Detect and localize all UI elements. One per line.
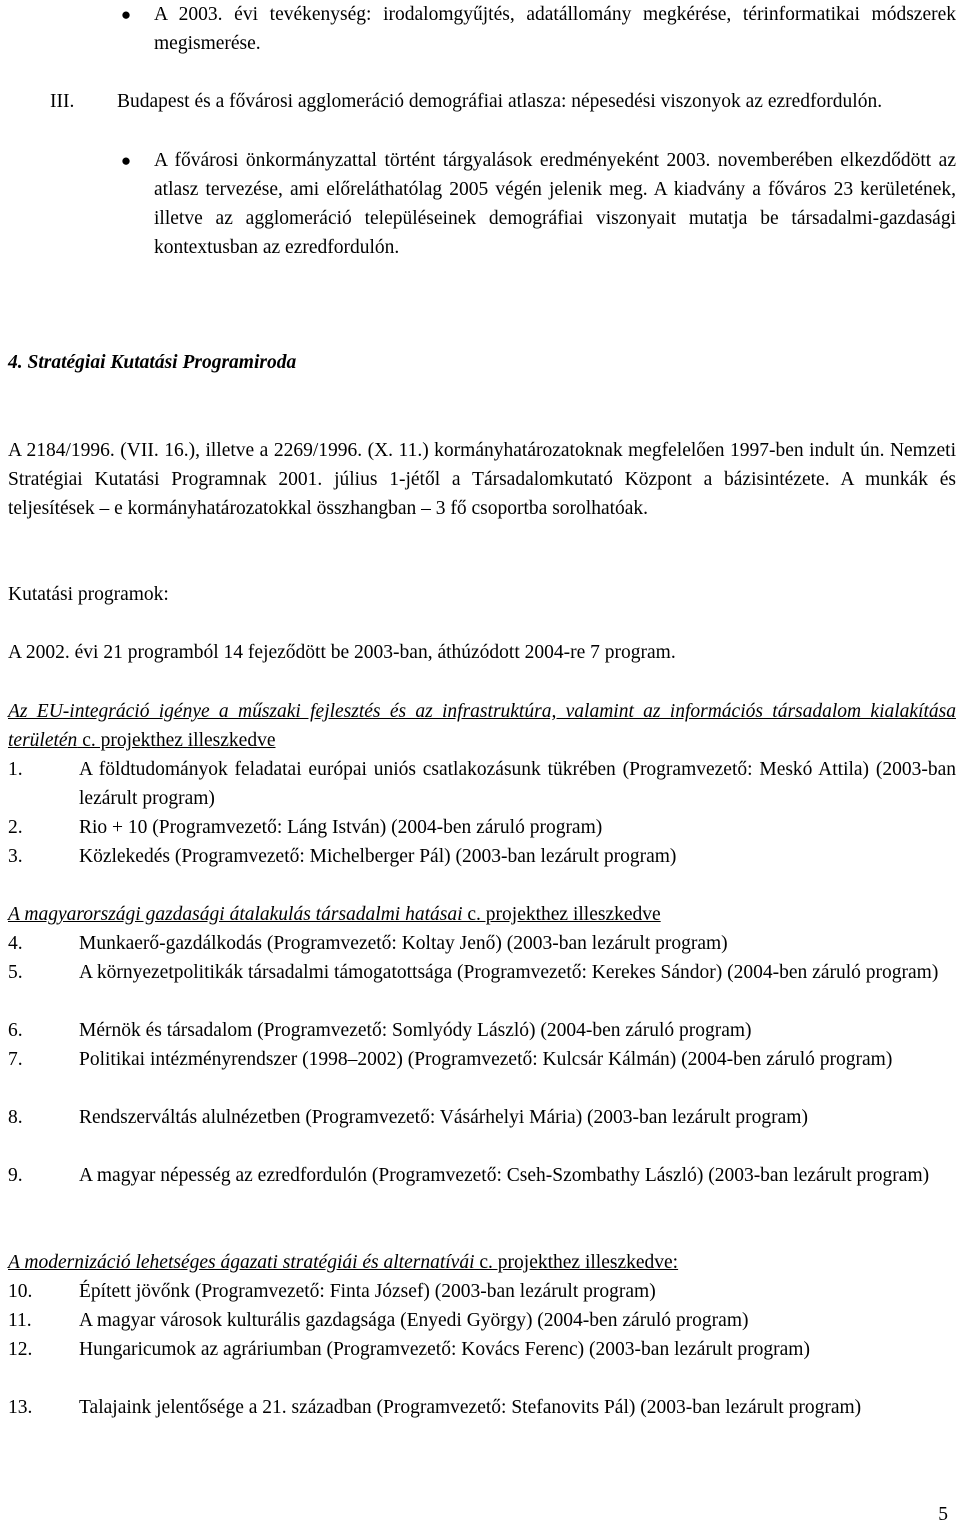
item-text: A környezetpolitikák társadalmi támogatottsága (Programvezető: Kerekes Sándor) (2004-ben záruló program) bbox=[79, 962, 939, 983]
group-title-suffix: c. projekthez illeszkedve: bbox=[474, 1252, 679, 1273]
item-text: Rendszerváltás alulnézetben (Programvezető: Vásárhelyi Mária) (2003-ban lezárult program) bbox=[79, 1107, 808, 1128]
item-text: Mérnök és társadalom (Programvezető: Somlyódy László) (2004-ben záruló program) bbox=[79, 1020, 752, 1041]
group-title bbox=[8, 697, 956, 755]
programs-summary: A 2002. évi 21 programból 14 fejeződött be 2003-ban, áthúzódott 2004-re 7 program. bbox=[8, 642, 676, 663]
item-text: Közlekedés (Programvezető: Michelberger Pál) (2003-ban lezárult program) bbox=[79, 846, 677, 867]
group-title bbox=[8, 900, 956, 929]
item-number: 2. bbox=[8, 817, 23, 838]
item-number: 3. bbox=[8, 846, 23, 867]
item-number: 11. bbox=[8, 1310, 32, 1331]
group-title-italic: A magyarországi gazdasági átalakulás társadalmi hatásai bbox=[8, 904, 463, 925]
group-title bbox=[8, 1248, 956, 1277]
group-title-italic: A modernizáció lehetséges ágazati stratégiái és alternatívái bbox=[8, 1252, 475, 1273]
item-number: 10. bbox=[8, 1281, 33, 1302]
bullet-icon: ● bbox=[120, 5, 132, 24]
item-number: 1. bbox=[8, 759, 23, 780]
page-number: 5 bbox=[938, 1504, 948, 1525]
item-text: Talajaink jelentősége a 21. században (Programvezető: Stefanovits Pál) (2003-ban lezárult program) bbox=[79, 1397, 862, 1418]
section-numeral: III. bbox=[50, 91, 75, 112]
item-text: Rio + 10 (Programvezető: Láng István) (2004-ben záruló program) bbox=[79, 817, 603, 838]
item-text: Politikai intézményrendszer (1998–2002) (Programvezető: Kulcsár Kálmán) (2004-ben záruló program) bbox=[79, 1049, 893, 1070]
item-number: 6. bbox=[8, 1020, 23, 1041]
item-text: A földtudományok feladatai európai uniós csatlakozásunk tükrében (Programvezető: Meskó Attila) (2003-ban lezárult program) bbox=[79, 759, 956, 809]
item-number: 13. bbox=[8, 1397, 33, 1418]
bullet-text: A fővárosi önkormányzattal történt tárgyalások eredményeként 2003. novemberében elkezdődött az atlasz tervezése, ami előreláthatólag 2005 végén jelenik meg. A kiadvány a főváros 23 kerületének, illetve az agglomeráció településeinek demográfiai viszonyait mutatja be társadalmi-gazdasági kontextusban az ezredfordulón. bbox=[154, 150, 956, 258]
item-number: 8. bbox=[8, 1107, 23, 1128]
item-number: 9. bbox=[8, 1165, 23, 1186]
item-text: Munkaerő-gazdálkodás (Programvezető: Koltay Jenő) (2003-ban lezárult program) bbox=[79, 933, 728, 954]
group-title-suffix: c. projekthez illeszkedve bbox=[462, 904, 661, 925]
item-text: Hungaricumok az agráriumban (Programvezető: Kovács Ferenc) (2003-ban lezárult program) bbox=[79, 1339, 810, 1360]
item-number: 4. bbox=[8, 933, 23, 954]
item-text: A magyar népesség az ezredfordulón (Programvezető: Cseh-Szombathy László) (2003-ban lezárult program) bbox=[79, 1165, 930, 1186]
bullet-text: A 2003. évi tevékenység: irodalomgyűjtés, adatállomány megkérése, térinformatikai módszerek megismerése. bbox=[154, 4, 956, 54]
item-text: Épített jövőnk (Programvezető: Finta József) (2003-ban lezárult program) bbox=[79, 1281, 656, 1302]
section-heading: 4. Stratégiai Kutatási Programiroda bbox=[8, 352, 297, 373]
item-number: 5. bbox=[8, 962, 23, 983]
group-title-italic: Az EU-integráció igénye a műszaki fejlesztés és az infrastruktúra, valamint az információs társadalom kialakítása területén bbox=[8, 701, 956, 751]
group-title-suffix: c. projekthez illeszkedve bbox=[77, 730, 276, 751]
bullet-icon: ● bbox=[120, 151, 132, 170]
item-number: 12. bbox=[8, 1339, 33, 1360]
item-text: A magyar városok kulturális gazdagsága (Enyedi György) (2004-ben záruló program) bbox=[79, 1310, 749, 1331]
section-title: Budapest és a fővárosi agglomeráció demográfiai atlasza: népesedési viszonyok az ezredfordulón. bbox=[117, 91, 883, 112]
intro-paragraph: A 2184/1996. (VII. 16.), illetve a 2269/1996. (X. 11.) kormányhatározatoknak megfelelően 1997-ben indult ún. Nemzeti Stratégiai Kutatási Programnak 2001. július 1-jétől a Társadalomkutató Központ a bázisintézete. A munkák és teljesítések – e kormányhatározatokkal összhangban – 3 fő csoportba sorolhatóak. bbox=[8, 440, 956, 519]
programs-title: Kutatási programok: bbox=[8, 584, 169, 605]
item-number: 7. bbox=[8, 1049, 23, 1070]
